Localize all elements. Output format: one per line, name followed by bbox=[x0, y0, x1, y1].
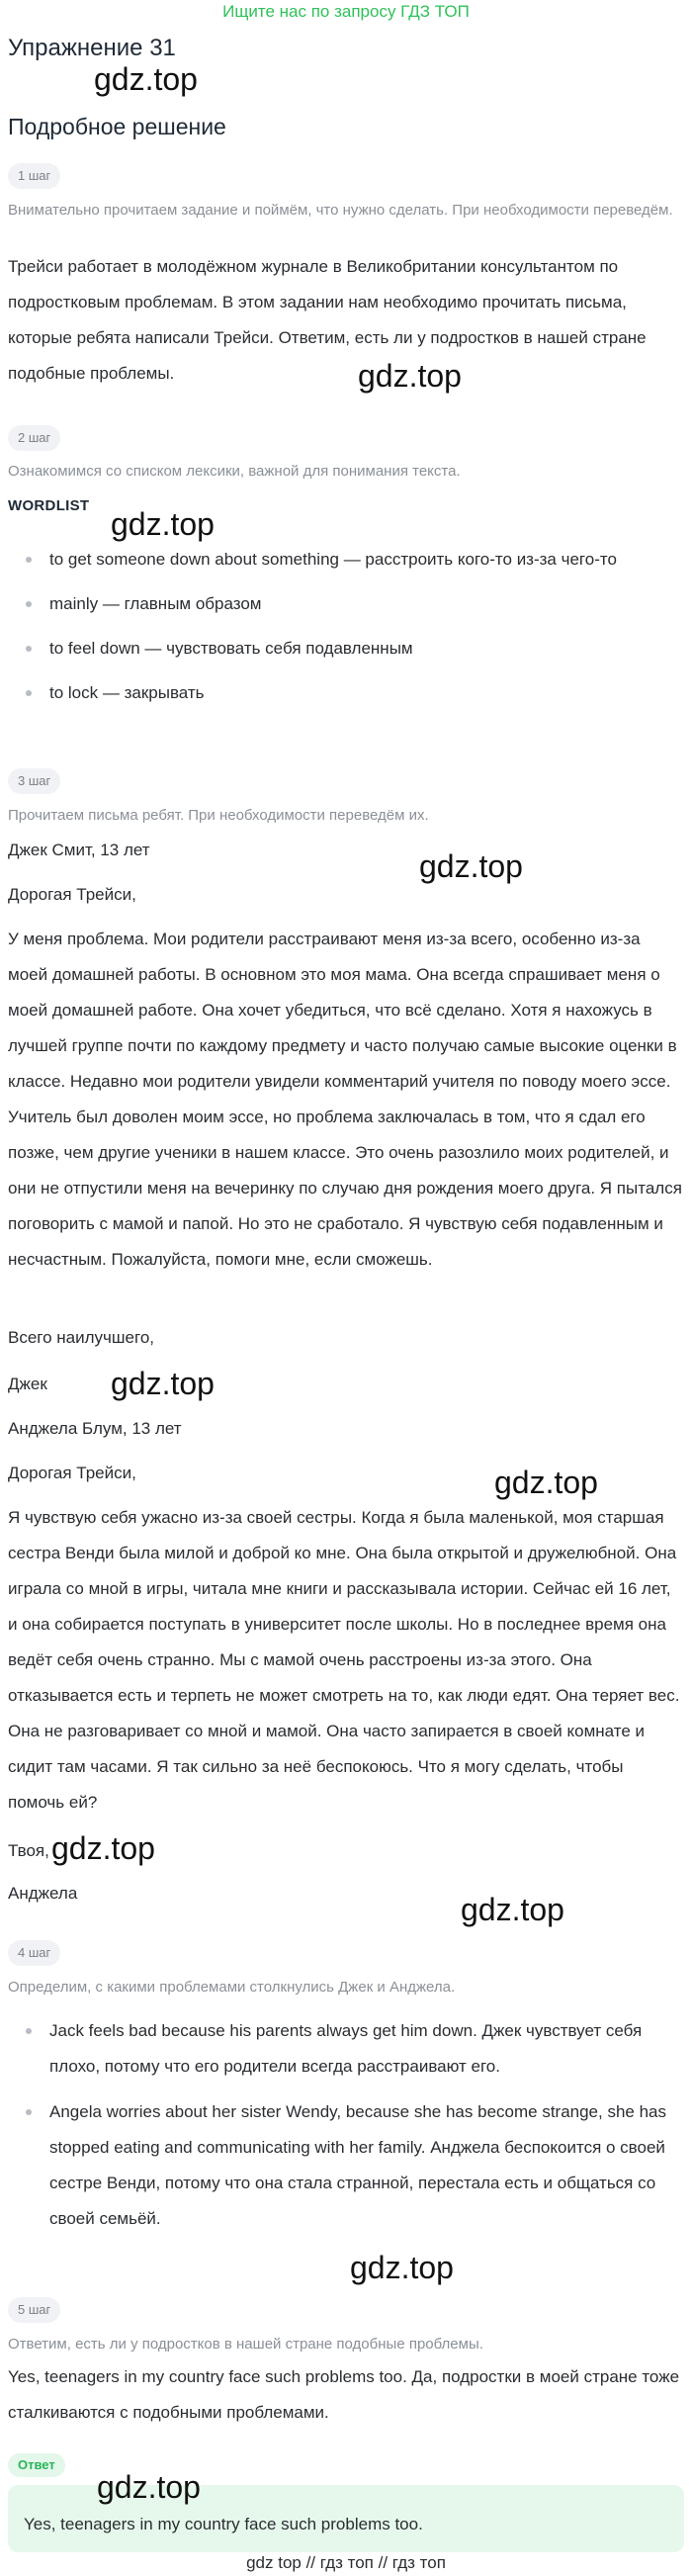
watermark: gdz.top bbox=[494, 1465, 598, 1500]
letter-2-body: Я чувствую себя ужасно из-за своей сестры. Когда я была маленькой, моя старшая сестра Венди была милой и доброй ко мне. Она была открытой и дружелюбной. Она играла со мной в игры, читала мне книги и рассказывала истории. Сейчас ей 16 лет, и она собирается поступать в университет после школы. Но в последнее время она ведёт себя очень странно. Мы с мамой очень расстроены из-за этого. Она отказывается есть и терпеть не может смотреть на то, как люди едят. Она теряет вес. Она не разговаривает со мной и мамой. Она часто запирается в своей комнате и сидит там часами. Я так сильно за неё беспокоюсь. Что я могу сделать, чтобы помочь ей? bbox=[8, 1508, 680, 1812]
step-3-note: Прочитаем письма ребят. При необходимости переведём их. bbox=[8, 807, 429, 824]
step-2-note: Ознакомимся со списком лексики, важной для понимания текста. bbox=[8, 463, 461, 480]
watermark: gdz.top bbox=[358, 358, 462, 394]
wordlist-heading: WORDLIST bbox=[8, 497, 90, 514]
watermark: gdz.top bbox=[94, 61, 198, 97]
step-2-badge: 2 шаг bbox=[8, 425, 60, 451]
letter-1-closing: Всего наилучшего, bbox=[8, 1328, 155, 1347]
letter-2-greeting: Дорогая Трейси, bbox=[8, 1464, 136, 1482]
wordlist-item: to feel down — чувствовать себя подавленным bbox=[49, 631, 682, 666]
step-4-badge: 4 шаг bbox=[8, 1940, 60, 1966]
search-banner[interactable]: Ищите нас по запросу ГДЗ ТОП bbox=[222, 2, 470, 21]
page-title: Упражнение 31 bbox=[8, 35, 176, 61]
watermark: gdz.top bbox=[111, 1366, 215, 1401]
wordlist-item: to get someone down about something — расстроить кого-то из-за чего-то bbox=[49, 542, 682, 577]
footer-links[interactable]: gdz top // гдз топ // гдз топ bbox=[246, 2553, 446, 2572]
step-4-note: Определим, с какими проблемами столкнулись Джек и Анджела. bbox=[8, 1979, 456, 1996]
watermark: gdz.top bbox=[97, 2469, 201, 2505]
step-1-text: Трейси работает в молодёжном журнале в Великобритании консультантом по подростковым проблемам. В этом задании нам необходимо прочитать письма, которые ребята написали Трейси. Ответим, есть ли у подростков в нашей стране подобные проблемы. bbox=[8, 257, 647, 383]
step-3-badge: 3 шаг bbox=[8, 768, 60, 794]
problem-item: Jack feels bad because his parents always get him down. Джек чувствует себя плохо, потому что его родители всегда расстраивают его. bbox=[49, 2013, 682, 2085]
letter-2-closing: Твоя, bbox=[8, 1841, 49, 1860]
wordlist-item: to lock — закрывать bbox=[49, 675, 682, 711]
letter-1-body: У меня проблема. Мои родители расстраивают меня из-за всего, особенно из-за моей домашней работы. В основном это моя мама. Она всегда спрашивает меня о моей домашней работе. Она хочет убедиться, что всё сделано. Хотя я нахожусь в лучшей группе почти по каждому предмету и часто получаю самые высокие оценки в классе. Недавно мои родители увидели комментарий учителя по поводу моего эссе. Учитель был доволен моим эссе, но проблема заключалась в том, что я сдал его позже, чем другие ученики в нашем классе. Это очень разозлило моих родителей, и они не отпустили меня на вечеринку по случаю дня рождения моего друга. Я пытался поговорить с мамой и папой. Но это не сработало. Я чувствую себя подавленным и несчастным. Пожалуйста, помоги мне, если сможешь. bbox=[8, 930, 682, 1269]
step-5-note: Ответим, есть ли у подростков в нашей стране подобные проблемы. bbox=[8, 2336, 483, 2353]
step-1-badge: 1 шаг bbox=[8, 163, 60, 189]
step-1-note: Внимательно прочитаем задание и поймём, что нужно сделать. При необходимости переведём. bbox=[8, 202, 673, 219]
watermark: gdz.top bbox=[461, 1892, 564, 1927]
letter-1-author: Джек Смит, 13 лет bbox=[8, 841, 150, 859]
answer-text: Yes, teenagers in my country face such problems too. bbox=[24, 2515, 423, 2533]
wordlist-item: mainly — главным образом bbox=[49, 586, 682, 622]
letter-2-author: Анджела Блум, 13 лет bbox=[8, 1419, 182, 1438]
watermark: gdz.top bbox=[419, 848, 523, 884]
watermark: gdz.top bbox=[111, 506, 215, 542]
step-5-badge: 5 шаг bbox=[8, 2297, 60, 2323]
letter-1-greeting: Дорогая Трейси, bbox=[8, 885, 136, 904]
watermark: gdz.top bbox=[51, 1830, 155, 1866]
watermark: gdz.top bbox=[350, 2250, 454, 2285]
answer-badge: Ответ bbox=[8, 2453, 65, 2477]
solution-heading: Подробное решение bbox=[8, 114, 226, 139]
step-5-text: Yes, teenagers in my country face such problems too. Да, подростки в моей стране тоже сталкиваются с подобными проблемами. bbox=[8, 2367, 680, 2422]
problem-item: Angela worries about her sister Wendy, because she has become strange, she has stopped eating and communicating with her family. Анджела беспокоится о своей сестре Венди, потому что она стала странной, перестала есть и общаться со своей семьёй. bbox=[49, 2094, 682, 2237]
letter-2-signature: Анджела bbox=[8, 1884, 78, 1903]
letter-1-signature: Джек bbox=[8, 1375, 47, 1393]
